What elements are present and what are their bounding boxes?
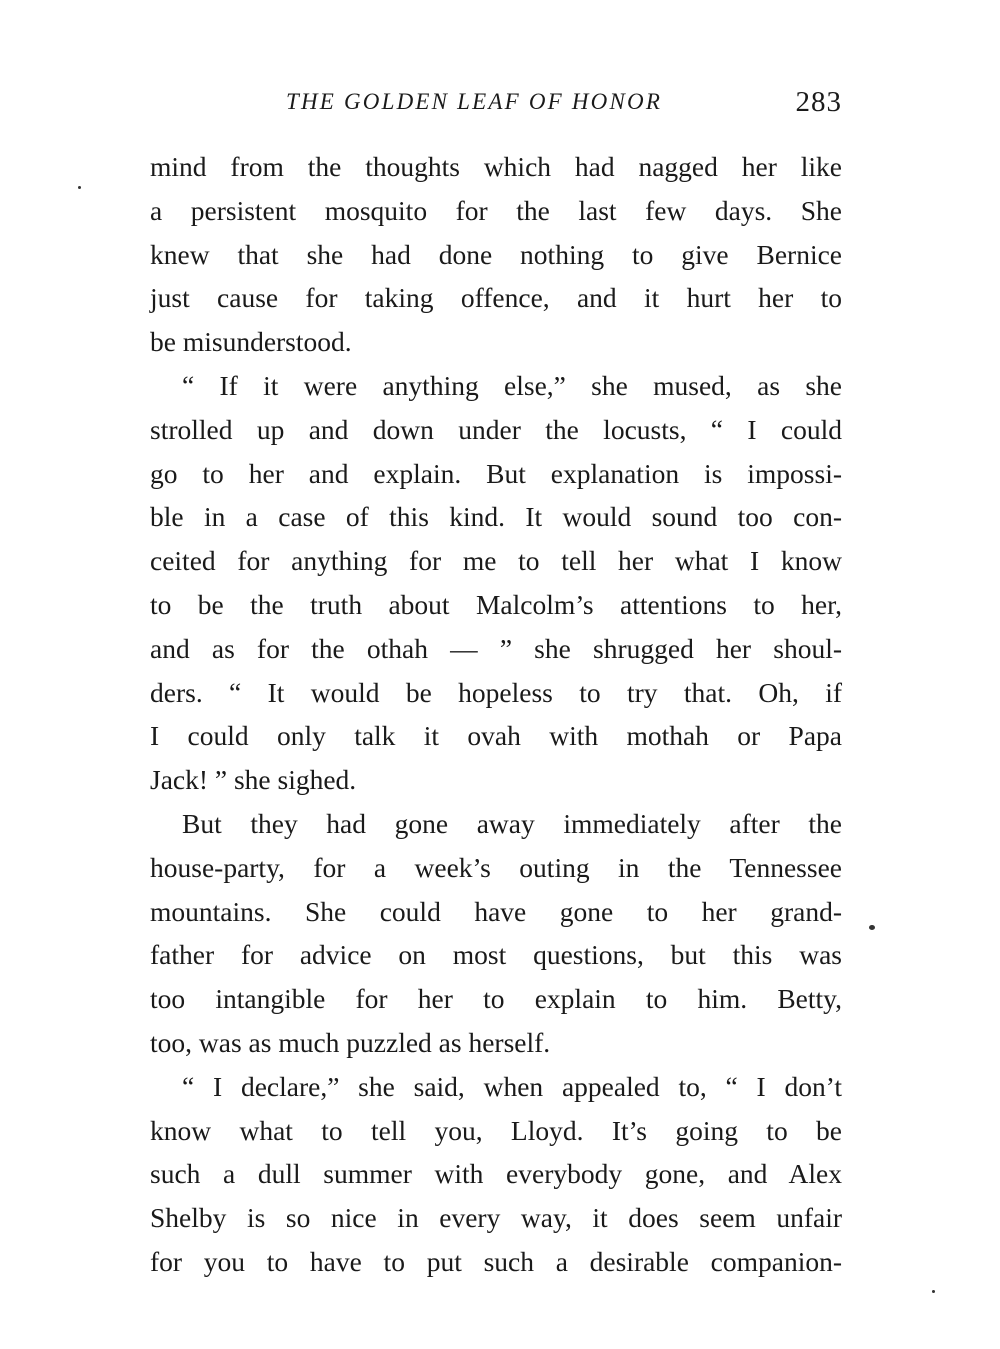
running-title: THE GOLDEN LEAF OF HONOR [286, 89, 663, 114]
text-line: mountains. She could have gone to her grand- [150, 895, 842, 927]
text-line: for you to have to put such a desirable companion- [150, 1245, 842, 1277]
text-line: house-party, for a week’s outing in the Tennessee [150, 851, 842, 883]
text-line: father for advice on most questions, but this was [150, 939, 842, 971]
print-speck [932, 1290, 935, 1293]
text-line: But they had gone away immediately after the [182, 807, 842, 839]
text-line: knew that she had done nothing to give Bernice [150, 238, 842, 270]
text-line: to be the truth about Malcolm’s attentions to her, [150, 588, 842, 620]
text-line: ble in a case of this kind. It would sound too con- [150, 501, 842, 533]
text-line: “ If it were anything else,” she mused, as she [182, 369, 842, 401]
page-number: 283 [795, 86, 842, 118]
text-line: be misunderstood. [150, 326, 352, 358]
print-speck [78, 186, 81, 189]
text-line: a persistent mosquito for the last few days. She [150, 194, 842, 226]
text-line: such a dull summer with everybody gone, and Alex [150, 1158, 842, 1190]
text-line: strolled up and down under the locusts, “ I could [150, 413, 842, 445]
text-line: know what to tell you, Lloyd. It’s going to be [150, 1114, 842, 1146]
text-line: I could only talk it ovah with mothah or Papa [150, 720, 842, 752]
text-line: and as for the othah — ” she shrugged her shoul- [150, 632, 842, 664]
text-line: Jack! ” she sighed. [150, 764, 357, 796]
running-head [150, 84, 842, 120]
text-line: go to her and explain. But explanation is impossi- [150, 457, 842, 489]
text-line: too, was as much puzzled as herself. [150, 1026, 551, 1058]
body-text [150, 145, 842, 1284]
text-line: “ I declare,” she said, when appealed to, “ I don’t [182, 1070, 842, 1102]
text-line: too intangible for her to explain to him. Betty, [150, 983, 842, 1015]
text-line: mind from the thoughts which had nagged her like [150, 151, 842, 182]
text-line: just cause for taking offence, and it hurt her to [150, 282, 842, 314]
print-speck [869, 925, 875, 930]
text-line: Shelby is so nice in every way, it does seem unfair [150, 1202, 842, 1234]
text-line: ders. “ It would be hopeless to try that. Oh, if [150, 676, 842, 708]
text-line: ceited for anything for me to tell her what I know [150, 545, 842, 577]
